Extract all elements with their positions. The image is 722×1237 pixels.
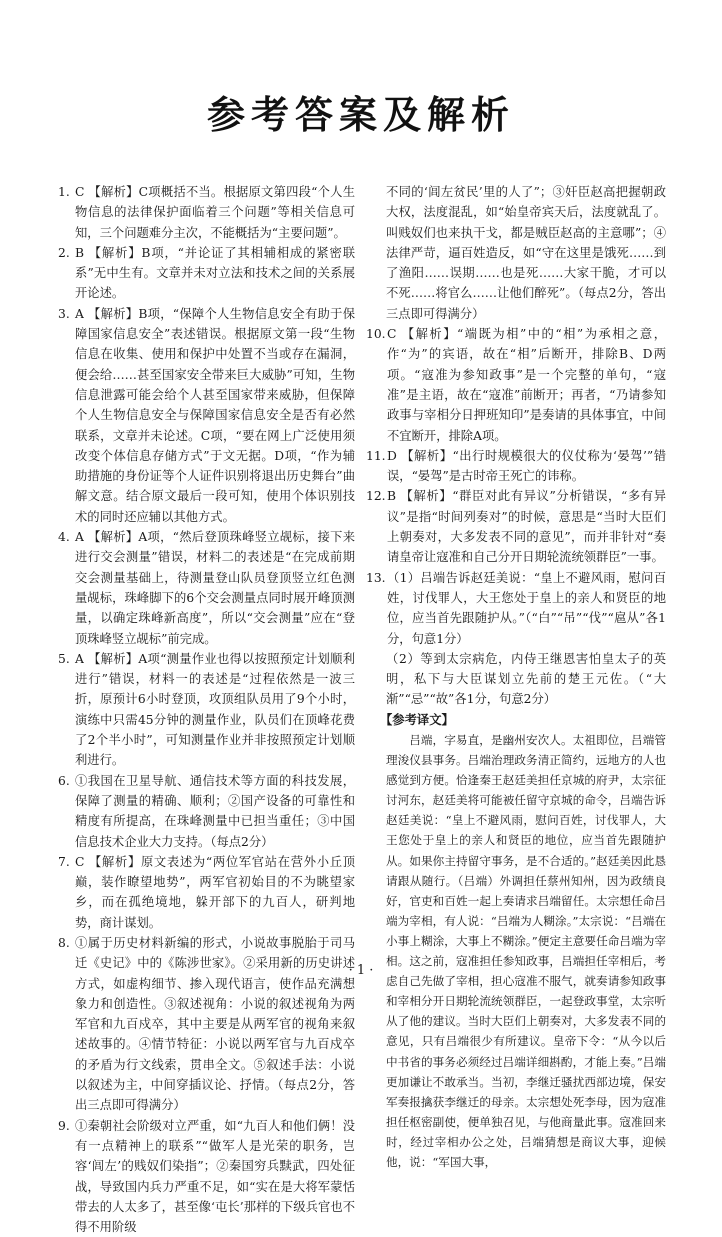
item-number: 13. [366, 570, 386, 585]
item-text: （1）吕端告诉赵廷美说：“皇上不避风雨，慰问百姓，讨伐罪人，大王您处于皇上的亲人和贤臣的地位，应当首先跟随护从。”（“白”“吊”“伐”“扈从”各1分，句意1分） [387, 570, 666, 646]
item-text: C 【解析】“端既为相”中的“相”为承相之意，作“为”的宾语，故在“相”后断开，排除B、D两项。“寇准为参知政事”是一个完整的单句，“寇准”是主语，故在“寇准”前断开；再者，“乃请参知政事与宰相分日押班知印”是奏请的具体事宜，中间不宜断开，排除A项。 [387, 327, 666, 443]
answer-item-9 [58, 1116, 355, 1237]
answer-item-10 [366, 324, 666, 446]
answer-item-4 [58, 527, 355, 649]
translation-text: 吕端，字易直，是幽州安次人。太祖即位，吕端管理浚仪县事务。吕端治理政务清正简约，远地方的人也感觉到方便。恰逢秦王赵廷美担任京城的府尹，太宗征讨河东，赵廷美将可能被任留守京城的命令，吕端告诉赵廷美说：“皇上不避风雨，慰问百姓，讨伐罪人，大王您处于皇上的亲人和贤臣的地位，应当首先跟随护从。如果你主持留守事务，是不合适的。”赵廷美因此恳请跟从随行。（吕端）外调担任蔡州知州，因为政绩良好，官吏和百姓一起上奏请求吕端留任。太宗想任命吕端为宰相，有人说：“吕端为人糊涂。”太宗说：“吕端在小事上糊涂，大事上不糊涂。”便定主意要任命吕端为宰相。这之前，寇准担任参知政事，吕端担任宰相后，考虑自己先做了宰相，担心寇准不服气，就奏请参知政事和宰相分开日期轮流统领群臣，一起登政事堂，太宗听从了他的建议。当时大臣们上朝奏对，大多发表不同的意见，只有吕端很少有所建议。皇帝下令：“从今以后中书省的事务必须经过吕端详细斟酌，才能上奏。”吕端更加谦让不敢承当。当初，李继迁骚扰西部边境，保安军奏报擒获李继迁的母亲。太宗想处死李母，因为寇准担任枢密副使，便单独召见，与他商量此事。寇准回来时，经过宰相办公之处，吕端猜想是商议大事，迎候他，说：“军国大事， [386, 733, 666, 1169]
item-text: ①属于历史材料新编的形式，小说故事脱胎于司马迁《史记》中的《陈涉世家》。②采用新的历史讲述方式，如虚构细节、掺入现代语言，使作品充满想象力和创造性。③叙述视角：小说的叙述视角为两军官和九百戍卒，其中主要是从两军官的视角来叙述故事的。④情节特征：小说以两军官与九百戍卒的矛盾为行文线索，贯串全文。⑤叙述手法：小说以叙述为主，中间穿插议论、抒情。（每点2分，答出三点即可得满分） [75, 935, 355, 1113]
item-number: 1. [58, 185, 70, 199]
answer-item-1 [58, 182, 355, 243]
answer-item-7 [58, 852, 355, 933]
item-text: D 【解析】“出行时规模很大的仪仗称为‘晏驾’”错误，“晏驾”是古时帝王死亡的讳称。 [387, 448, 666, 484]
item-number: 2. [58, 245, 70, 260]
item-text: B 【解析】B项，“并论证了其相辅相成的紧密联系”无中生有。文章并未对立法和技术之间的关系展开论述。 [75, 245, 355, 301]
item-number: 9. [58, 1118, 70, 1133]
item-text: B 【解析】“群臣对此有异议”分析错误，“多有异议”是指“时间列奏对”的时候，意思是“当时大臣们上朝奏对，大多发表不同的意见”，而并非针对“奏请皇帝让寇准和自己分开日期轮流统领群臣”一事。 [387, 489, 666, 565]
answer-item-13 [366, 568, 666, 649]
answer-item-6 [58, 771, 355, 852]
item-text: A 【解析】B项，“保障个人生物信息安全有助于保障国家信息安全”表述错误。根据原文第一段“生物信息在收集、使用和保护中处置不当或存在漏洞，便会给……甚至国家安全带来巨大威胁”可知，生物信息泄露可能会给个人甚至国家带来威胁，但保障个人生物信息安全与保障国家信息安全是否有必然联系，文章并未论述。C项，“要在网上广泛使用须改变个体信息存储方式”于文无据。D项，“作为辅助措施的身份证等个人证件识别将退出历史舞台”曲解文意。结合原文最后一段可知，使用个体识别技术的同时还应辅以其他方式。 [75, 306, 355, 524]
answer-item-2 [58, 243, 355, 304]
item-text: C 【解析】C项概括不当。根据原文第四段“个人生物信息的法律保护面临着三个问题”等相关信息可知，三个问题难分主次，不能概括为“主要问题”。 [75, 185, 355, 240]
right-column [366, 182, 666, 1172]
item-number: 11. [366, 448, 386, 463]
item-number: 6. [58, 773, 70, 788]
item-number: 5. [58, 651, 70, 666]
answer-item-3 [58, 304, 355, 527]
answer-item-8 [58, 933, 355, 1116]
item-number: 4. [58, 530, 70, 545]
item-number: 7. [58, 854, 70, 869]
answer-item-11 [366, 446, 666, 487]
item-number: 3. [58, 306, 70, 321]
item-number: 10. [366, 327, 386, 342]
answer-item-13-part2: （2）等到太宗病危，内侍王继恩害怕皇太子的英明，私下与大臣谋划立先前的楚王元佐。（“大渐”“忌”“故”各1分，句意2分） [386, 651, 666, 707]
answer-item-9-continued: 不同的‘闾左贫民’里的人了”；③奸臣赵高把握朝政大权，法度混乱，如“始皇帝宾天后，法度就乱了。叫贱奴们也来执干戈，都是贼臣赵高的主意哪”；④法律严苛，逼百姓造反，如“守在这里是饿死……到了渔阳……误期……也是死……大家干脆，才可以不死……将官么……让他们醉死”。（每点2分，答出三点即可得满分） [386, 185, 666, 321]
translation-heading: 【参考译文】 [380, 712, 454, 727]
item-number: 8. [58, 935, 70, 950]
item-text: A 【解析】A项，“然后登顶珠峰竖立觇标，接下来进行交会测量”错误，材料二的表述是“在完成前期交会测量基础上，待测量登山队员登顶竖立红色测量觇标，珠峰脚下的6个交会测量点同时展开峰顶测量，以确定珠峰新高度”，所以“交会测量”应在“登顶珠峰竖立觇标”前完成。 [75, 530, 355, 646]
left-column [58, 182, 355, 1237]
item-text: A 【解析】A项“测量作业也得以按照预定计划顺利进行”错误，材料一的表述是“过程依然是一波三折，原预计6小时登顶，攻顶组队员用了9个小时，演练中只需45分钟的测量作业，队员们在顶峰花费了2个半小时”，可知测量作业并非按照预定计划顺利进行。 [75, 651, 355, 768]
answer-item-12 [366, 486, 666, 567]
item-text: ①秦朝社会阶级对立严重，如“九百人和他们俩！没有一点精神上的联系”“做军人是光荣的职务，岂容‘闾左’的贱奴们染指”；②秦国穷兵黩武，四处征战，导致国内兵力严重不足，如“实在是大将军蒙恬带去的人太多了，甚至像‘屯长’那样的下级兵官也不得不用阶级 [75, 1118, 355, 1235]
page-title: 参考答案及解析 [206, 93, 515, 137]
page-number: · 1 · [348, 963, 374, 978]
item-text: C 【解析】原文表述为“两位军官站在营外小丘顶巅，装作瞭望地势”，两军官初始目的不为眺望家乡，而在孤绝境地，躲开部下的九百人，研判地势，商计谋划。 [75, 854, 355, 930]
item-number: 12. [366, 489, 386, 504]
item-text: ①我国在卫星导航、通信技术等方面的科技发展，保障了测量的精确、顺利；②国产设备的可靠性和精度有所提高，在珠峰测量中已担当重任；③中国信息技术企业大力支持。（每点2分） [75, 773, 355, 849]
answer-item-5 [58, 649, 355, 771]
